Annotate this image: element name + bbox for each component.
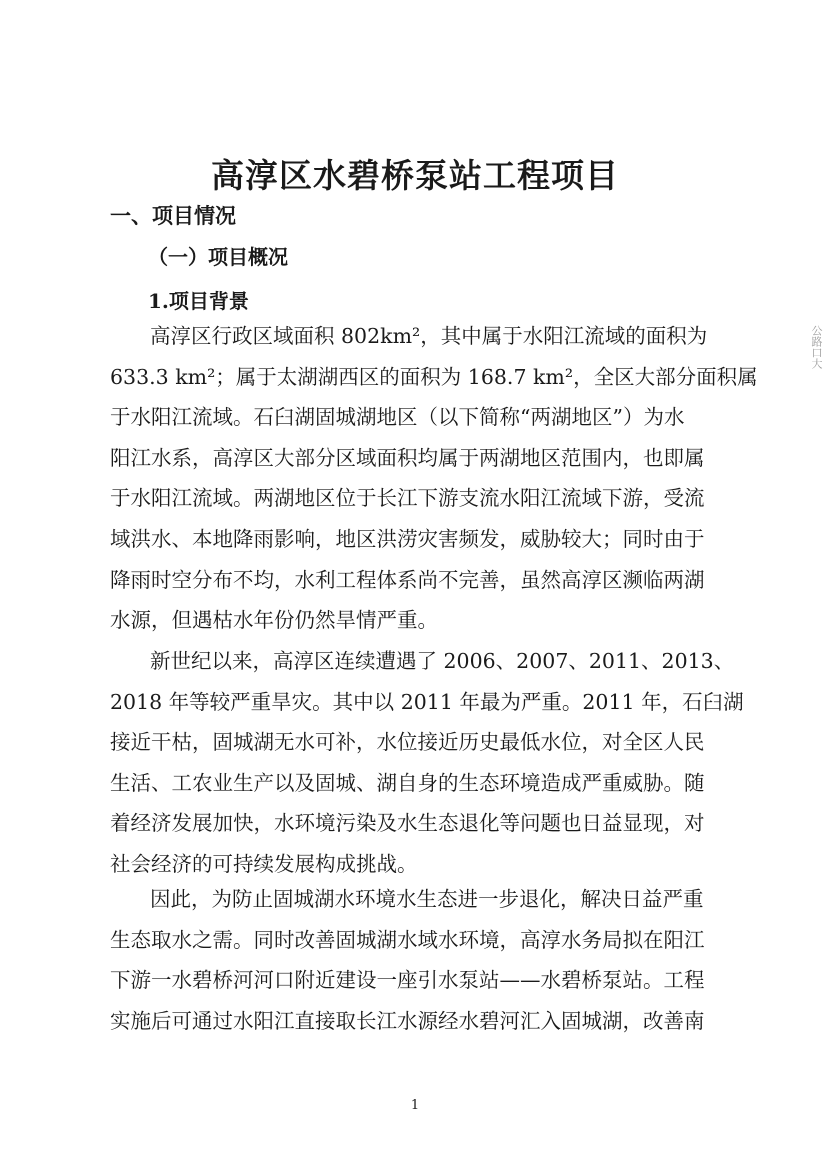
paragraph-line: 接近干枯，固城湖无水可补，水位接近历史最低水位，对全区人民 [110,730,705,755]
margin-stamp: 公路口大 [810,325,823,369]
section-heading: 一、项目情况 [110,203,236,228]
paragraph-line: 2018 年等较严重旱灾。其中以 2011 年最为严重。2011 年，石臼湖 [110,689,744,714]
paragraph-line: 实施后可通过水阳江直接取长江水源经水碧河汇入固城湖，改善南 [110,1008,705,1033]
paragraph-line: 高淳区行政区域面积 802km²，其中属于水阳江流域的面积为 [150,324,708,348]
paragraph-line: 于水阳江流域。石臼湖固城湖地区（以下简称“两湖地区”）为水 [110,405,685,430]
subsection-heading: （一）项目概况 [148,245,288,269]
paragraph-line: 水源，但遇枯水年份仍然旱情严重。 [110,608,438,633]
paragraph-line: 着经济发展加快，水环境污染及水生态退化等问题也日益显现，对 [110,811,705,836]
subsubsection-heading: 1.项目背景 [148,289,249,313]
paragraph-line: 下游一水碧桥河河口附近建设一座引水泵站——水碧桥泵站。工程 [110,968,705,993]
page-number: 1 [410,1098,420,1113]
paragraph-background-1 [110,316,758,641]
paragraph-line: 降雨时空分布不均，水利工程体系尚不完善，虽然高淳区濒临两湖 [110,567,705,592]
paragraph-line: 生活、工农业生产以及固城、湖自身的生态环境造成严重威胁。随 [110,770,705,795]
paragraph-line: 社会经济的可持续发展构成挑战。 [110,851,418,876]
paragraph-line: 阳江水系，高淳区大部分区域面积均属于两湖地区范围内，也即属 [110,445,705,470]
paragraph-line: 于水阳江流域。两湖地区位于长江下游支流水阳江流域下游，受流 [110,486,705,511]
document-title: 高淳区水碧桥泵站工程项目 [211,156,619,195]
paragraph-line: 新世纪以来，高淳区连续遭遇了 2006、2007、2011、2013、 [150,649,735,673]
paragraph-background-3 [110,879,732,1041]
paragraph-background-2 [110,641,744,885]
paragraph-line: 633.3 km²；属于太湖湖西区的面积为 168.7 km²，全区大部分面积属 [110,364,758,389]
paragraph-line: 因此，为防止固城湖水环境水生态进一步退化，解决日益严重 [150,887,704,911]
paragraph-line: 生态取水之需。同时改善固城湖水域水环境，高淳水务局拟在阳江 [110,927,705,952]
paragraph-line: 域洪水、本地降雨影响，地区洪涝灾害频发，威胁较大；同时由于 [110,526,705,551]
